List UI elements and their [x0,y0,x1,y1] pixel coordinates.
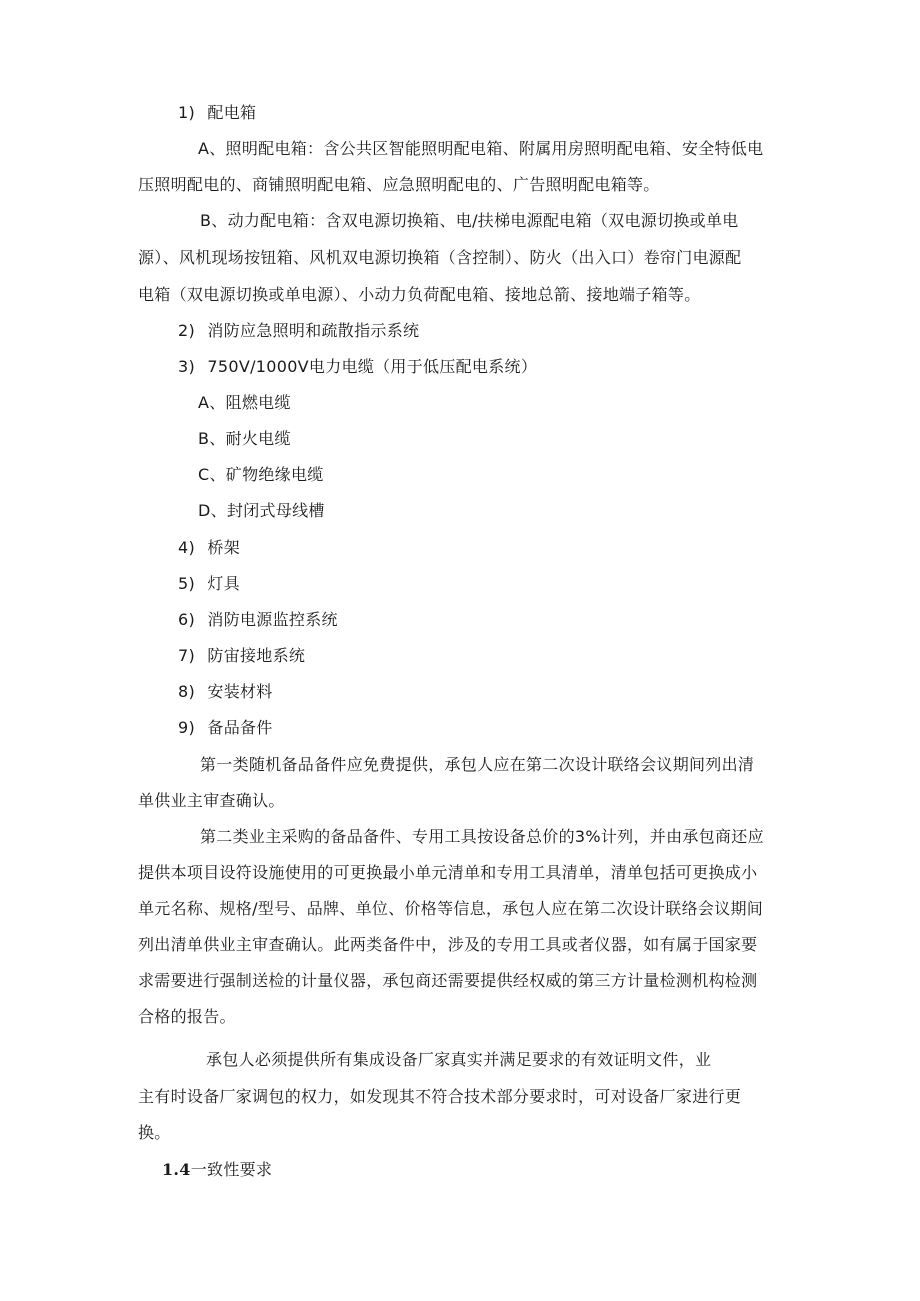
item-text: 备品备件 [207,718,273,737]
item-number: 6) [178,610,196,629]
list-item-5 [178,574,240,594]
item-number: 8) [178,682,196,701]
list-item-2 [178,321,419,341]
item-number: 1) [178,103,196,122]
section-number: 1.4 [162,1160,191,1179]
item-number: 2) [178,321,196,340]
list-item-3 [178,357,537,377]
item-text: 灯具 [207,574,240,593]
para-a-line-2: 压照明配电的、商铺照明配电箱、应急照明配电的、广告照明配电箱等。 [138,175,660,194]
item-number: 3) [178,357,196,376]
para-second-line-3: 单元名称、规格/型号、品牌、单位、价格等信息，承包人应在第二次设计联络会议期间 [138,899,764,918]
item-text: 安装材料 [207,682,273,701]
para-second-line-2: 提供本项目设符设施使用的可更换最小单元清单和专用工具清单，清单包括可更换成小 [138,863,758,882]
list-item-9 [178,718,273,738]
item-number: 7) [178,646,196,665]
item-number: 4) [178,538,196,557]
para-second-line-1: 第二类业主采购的备品备件、专用工具按设备总价的3%计列，并由承包商还应 [200,827,764,846]
para-first-line-1: 第一类随机备品备件应免费提供，承包人应在第二次设计联络会议期间列出清 [200,755,755,774]
cable-item-b: B、耐火电缆 [198,429,291,448]
para-a-line-1: A、照明配电箱：含公共区智能照明配电箱、附属用房照明配电箱、安全特低电 [198,139,764,158]
cable-item-a: A、阻燃电缆 [198,393,291,412]
para-second-line-6: 合格的报告。 [138,1007,236,1026]
list-item-8 [178,682,273,702]
cable-item-d: D、封闭式母线槽 [198,501,325,520]
item-text: 消防应急照明和疏散指示系统 [207,321,420,340]
list-item-4 [178,538,240,558]
item-text: 防宙接地系统 [207,646,306,665]
section-title: 一致性要求 [190,1160,273,1179]
cable-item-c: C、矿物绝缘电缆 [198,465,324,484]
item-text: 消防电源监控系统 [207,610,338,629]
para-b-line-2: 源）、风机现场按钮箱、风机双电源切换箱（含控制）、防火（出入口）卷帘门电源配 [138,248,742,267]
para-b-line-1: B、动力配电箱：含双电源切换箱、电/扶梯电源配电箱（双电源切换或单电 [200,211,739,230]
section-heading [162,1160,272,1180]
item-text: 750V/1000V电力电缆（用于低压配电系统） [207,357,538,376]
para-contractor-line-2: 主有时设备厂家调包的权力，如发现其不符合技术部分要求时，可对设备厂家进行更 [138,1087,742,1106]
list-item-7 [178,646,305,666]
para-contractor-line-3: 换。 [138,1123,171,1142]
para-second-line-4: 列出清单供业主审查确认。此两类备件中，涉及的专用工具或者仪器，如有属于国家要 [138,935,758,954]
para-contractor-line-1: 承包人必须提供所有集成设备厂家真实并满足要求的有效证明文件，业 [206,1050,712,1069]
item-text: 桥架 [207,538,240,557]
item-text: 配电箱 [207,103,257,122]
item-number: 9) [178,718,196,737]
item-number: 5) [178,574,196,593]
list-item-1 [178,103,256,123]
para-first-line-2: 单供业主审查确认。 [138,791,285,810]
para-b-line-3: 电箱（双电源切换或单电源）、小动力负荷配电箱、接地总箭、接地端子箱等。 [138,285,701,304]
list-item-6 [178,610,338,630]
para-second-line-5: 求需要进行强制送检的计量仪器，承包商还需要提供经权威的第三方计量检测机构检测 [138,971,758,990]
